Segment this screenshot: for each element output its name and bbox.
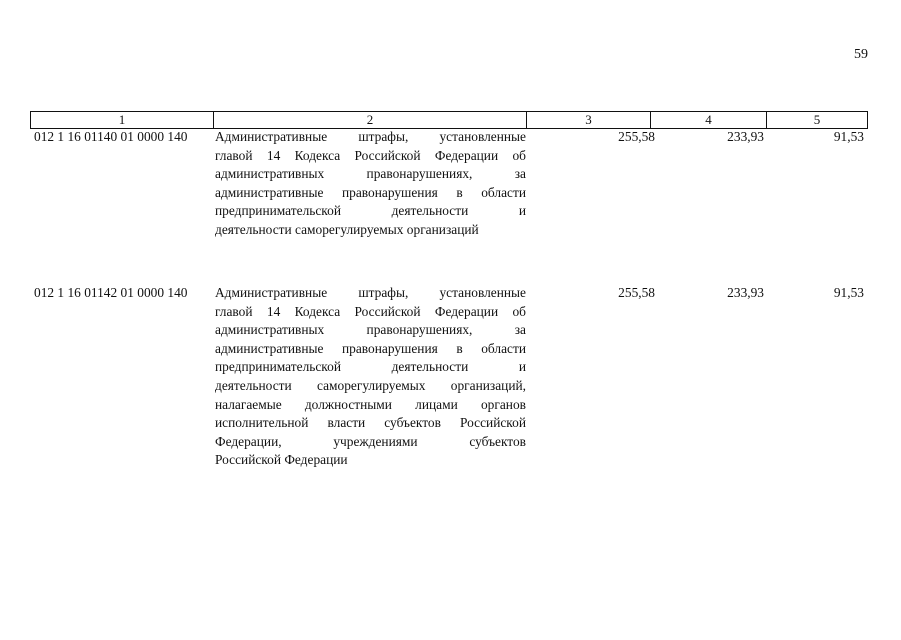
row-description [215, 284, 526, 470]
description-line: налагаемые должностными лицами органов [215, 396, 526, 412]
value-col-5: 91,53 [833, 129, 864, 144]
description-line: деятельности саморегулируемых организаций [215, 221, 479, 237]
value-col-5: 91,53 [833, 285, 864, 300]
value-col-4: 233,93 [727, 285, 764, 300]
value-col-4: 233,93 [727, 129, 764, 144]
header-col-1: 1 [31, 112, 214, 129]
budget-code: 012 1 16 01140 01 0000 140 [34, 129, 188, 144]
description-line: исполнительной власти субъектов Российской [215, 415, 526, 431]
description-line: главой 14 Кодекса Российской Федерации об [215, 303, 526, 319]
header-col-3: 3 [527, 112, 651, 129]
description-line: Административные штрафы, установленные [215, 129, 526, 144]
column-number-header [30, 111, 868, 129]
header-col-4: 4 [651, 112, 767, 129]
description-line: главой 14 Кодекса Российской Федерации об [215, 147, 526, 163]
description-line: деятельности саморегулируемых организаций, [215, 377, 526, 393]
value-col-3: 255,58 [618, 129, 655, 144]
header-row [31, 112, 868, 129]
description-line: предпринимательской деятельности и [215, 203, 526, 219]
row-description [215, 128, 526, 240]
value-col-3: 255,58 [618, 285, 655, 300]
description-line: Федерации, учреждениями субъектов [215, 433, 526, 449]
header-col-2: 2 [214, 112, 527, 129]
description-line: Российской Федерации [215, 452, 348, 468]
description-line: предпринимательской деятельности и [215, 359, 526, 375]
budget-code: 012 1 16 01142 01 0000 140 [34, 285, 188, 300]
description-line: административных правонарушениях, за [215, 166, 526, 182]
description-line: административных правонарушениях, за [215, 322, 526, 338]
description-line: административные правонарушения в области [215, 340, 526, 356]
page-number: 59 [854, 47, 868, 62]
header-col-5: 5 [767, 112, 868, 129]
description-line: Административные штрафы, установленные [215, 285, 526, 300]
description-line: административные правонарушения в области [215, 184, 526, 200]
